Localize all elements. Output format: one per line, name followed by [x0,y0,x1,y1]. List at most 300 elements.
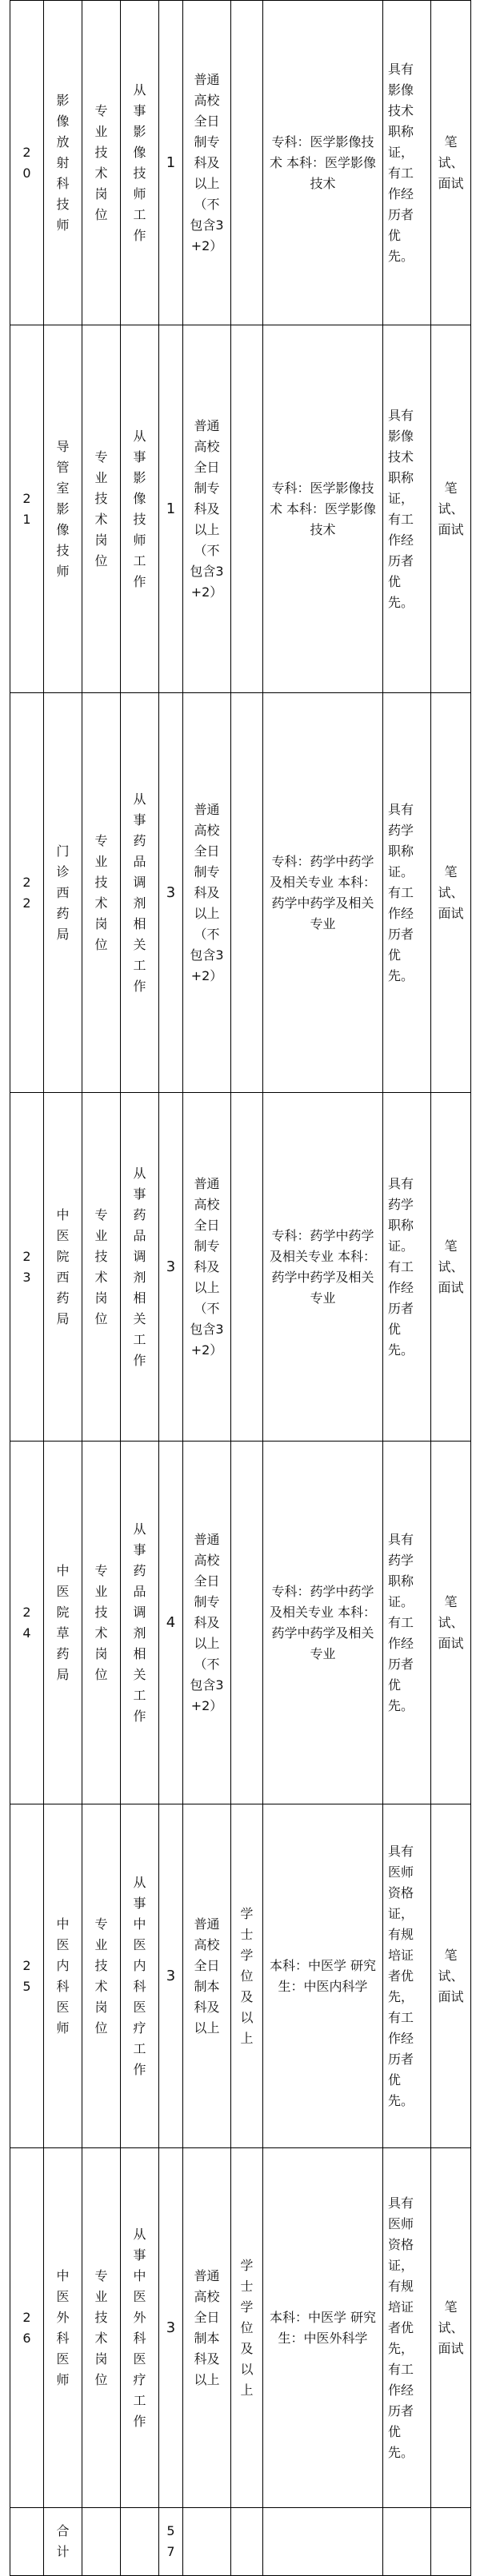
stacked-char: 业 [94,1936,108,1952]
stacked-char: 事 [133,1895,146,1911]
stacked-char: 从 [133,2226,146,2242]
stacked-char: 师 [133,532,146,548]
degree-cell [231,1,263,325]
stacked-char: 学 [240,2257,254,2273]
stacked-char: 专 [94,1206,108,1222]
work-cell [121,2148,159,2508]
stacked-char: 2 [22,2309,31,2325]
stacked-char: 位 [94,2020,108,2036]
count-cell: 3 [159,1804,183,2148]
stacked-char: 医 [56,2351,70,2367]
stacked-text [44,1561,82,1685]
count-cell: 1 [159,1,183,325]
exam-cell: 笔试、面试 [431,693,471,1093]
stacked-text [44,1205,82,1330]
stacked-char: 工 [133,957,146,973]
stacked-char: 调 [133,1248,146,1264]
stacked-char: 业 [94,469,108,485]
stacked-char: 西 [56,884,70,900]
stacked-char: 院 [56,1248,70,1264]
stacked-char: 中 [56,2267,70,2283]
total-empty-cell [82,2508,121,2576]
stacked-char: 及 [240,1988,254,2004]
stacked-char: 技 [94,144,108,160]
stacked-char: 药 [56,905,70,921]
stacked-char: 2 [22,1248,31,1264]
stacked-char: 事 [133,102,146,118]
work-cell [121,693,159,1093]
stacked-char: 4 [22,1625,31,1641]
stacked-char: 岗 [94,185,108,201]
major-cell: 专科：药学中药学及相关专业 本科：药学中药学及相关专业 [263,693,383,1093]
stacked-char: 从 [133,82,146,98]
total-label-cell [44,2508,82,2576]
work-cell [121,1804,159,2148]
other-cell: 具有药学职称证。有工作经历者优先。 [383,1093,431,1442]
education-cell: 普通高校全日制本科及以上 [183,2148,231,2508]
stacked-char: 技 [94,1957,108,1973]
stacked-char: 2 [22,144,31,160]
degree-cell [231,1093,263,1442]
stacked-char: 事 [133,2247,146,2263]
work-cell [121,1442,159,1804]
stacked-char: 剂 [133,1269,146,1285]
stacked-char: 医 [56,1936,70,1952]
education-cell: 普通高校全日制专科及以上（不包含3+2） [183,325,231,693]
stacked-char: 2 [22,490,31,506]
count-cell: 1 [159,325,183,693]
no-cell [10,1093,44,1442]
degree-cell [231,1804,263,2148]
stacked-char: 内 [56,1957,70,1973]
work-cell [121,325,159,693]
stacked-char: 内 [133,1957,146,1973]
major-cell: 专科：医学影像技术 本科：医学影像技术 [263,1,383,325]
stacked-char: 士 [240,2278,254,2294]
stacked-char: 工 [133,206,146,222]
stacked-char: 剂 [133,1625,146,1641]
stacked-char: 事 [133,1541,146,1557]
stacked-char: 从 [133,1165,146,1181]
stacked-char: 科 [133,1978,146,1994]
stacked-text [10,1602,43,1644]
stacked-char: 位 [94,936,108,952]
stacked-char: 作 [133,1352,146,1368]
stacked-char: 合 [56,2523,70,2538]
total-count-cell [159,2508,183,2576]
stacked-char: 影 [56,500,70,516]
stacked-char: 技 [94,2309,108,2325]
stacked-char: 相 [133,1645,146,1661]
stacked-char: 医 [133,2288,146,2304]
stacked-char: 位 [240,1968,254,1984]
major-cell: 专科：医学影像技术 本科：医学影像技术 [263,325,383,693]
stacked-char: 术 [94,165,108,181]
stacked-char: 技 [133,511,146,527]
exam-cell: 笔试、面试 [431,325,471,693]
stacked-char: 师 [56,217,70,233]
stacked-char: 品 [133,1583,146,1599]
stacked-char: 业 [94,1227,108,1243]
stacked-char: 业 [94,123,108,139]
education-cell: 普通高校全日制专科及以上（不包含3+2） [183,1093,231,1442]
stacked-char: 中 [56,1206,70,1222]
stacked-char: 岗 [94,1645,108,1661]
stacked-text [121,426,158,592]
recruitment-table [10,0,471,2576]
stacked-char: 学 [240,2299,254,2315]
stacked-char: 工 [133,552,146,568]
no-cell [10,693,44,1093]
stacked-char: 专 [94,832,108,848]
total-empty-cell [231,2508,263,2576]
stacked-char: 科 [56,175,70,191]
stacked-char: 中 [133,2267,146,2283]
stacked-char: 药 [56,1645,70,1661]
stacked-char: 5 [22,1978,31,1994]
no-cell [10,2148,44,2508]
stacked-char: 关 [133,936,146,952]
stacked-char: 工 [133,2040,146,2056]
stacked-char: 位 [94,552,108,568]
stacked-char: 业 [94,1583,108,1599]
stacked-char: 关 [133,1666,146,1682]
count-cell: 3 [159,2148,183,2508]
education-cell: 普通高校全日制本科及以上 [183,1804,231,2148]
stacked-char: 品 [133,853,146,869]
stacked-char: 中 [133,1916,146,1932]
stacked-char: 从 [133,791,146,807]
stacked-char: 工 [133,2392,146,2408]
other-cell: 具有医师资格证，有规培证者优先，有工作经历者优先。 [383,1804,431,2148]
stacked-char: 药 [133,1206,146,1222]
work-cell [121,1093,159,1442]
stacked-char: 放 [56,134,70,150]
no-cell [10,325,44,693]
stacked-char: 业 [94,2288,108,2304]
stacked-char: 学 [240,1947,254,1963]
stacked-char: 医 [56,1227,70,1243]
other-cell: 具有药学职称证。有工作经历者优先。 [383,693,431,1093]
stacked-char: 位 [94,1666,108,1682]
stacked-char: 作 [133,1708,146,1724]
stacked-char: 医 [56,2288,70,2304]
stacked-text [10,488,43,530]
exam-cell: 笔试、面试 [431,1093,471,1442]
stacked-char: 岗 [94,532,108,548]
stacked-char: 事 [133,811,146,827]
work-cell [121,1,159,325]
stacked-char: 管 [56,459,70,475]
stacked-char: 剂 [133,895,146,911]
degree-cell [231,693,263,1093]
stacked-char: 位 [94,206,108,222]
education-cell: 普通高校全日制专科及以上（不包含3+2） [183,1,231,325]
stacked-char: 位 [94,1310,108,1326]
stacked-char: 岗 [94,915,108,931]
other-cell: 具有药学职称证。有工作经历者优先。 [383,1442,431,1804]
stacked-char: 专 [94,2267,108,2283]
stacked-char: 像 [133,144,146,160]
stacked-char: 药 [56,1290,70,1306]
stacked-text [121,789,158,997]
stacked-text [121,80,158,246]
table-row [10,1093,471,1442]
stacked-char: 品 [133,1227,146,1243]
stacked-char: 工 [133,1687,146,1703]
stacked-char: 技 [133,165,146,181]
stacked-text [82,1914,120,2039]
stacked-char: 调 [133,874,146,890]
stacked-char: 岗 [94,1290,108,1306]
stacked-char: 位 [240,2319,254,2335]
exam-cell: 笔试、面试 [431,1804,471,2148]
major-cell: 本科：中医学 研究生：中医外科学 [263,2148,383,2508]
stacked-char: 专 [94,1562,108,1578]
stacked-char: 草 [56,1625,70,1641]
stacked-char: 技 [94,874,108,890]
stacked-char: 计 [56,2544,70,2559]
stacked-char: 作 [133,227,146,243]
stacked-char: 门 [56,843,70,859]
stacked-text [121,1163,158,1371]
total-empty-cell [183,2508,231,2576]
stacked-char: 院 [56,1604,70,1620]
stacked-char: 术 [94,1269,108,1285]
stacked-char: 科 [133,2330,146,2346]
stacked-text [44,1914,82,2039]
other-cell: 具有影像技术职称证，有工作经历者优先。 [383,1,431,325]
stacked-char: 学 [240,1905,254,1921]
stacked-text [82,1561,120,1685]
stacked-char: 调 [133,1604,146,1620]
stacked-char: 像 [133,490,146,506]
position-cell [44,1,82,325]
stacked-char: 士 [240,1926,254,1942]
table-row [10,1804,471,2148]
stacked-char: 相 [133,915,146,931]
stacked-char: 局 [56,926,70,942]
stacked-text [44,2521,82,2562]
stacked-char: 2 [22,1957,31,1973]
stacked-char: 作 [133,2413,146,2429]
table-row [10,2148,471,2508]
stacked-char: 医 [133,1936,146,1952]
total-no-cell [10,2508,44,2576]
stacked-char: 药 [133,832,146,848]
stacked-char: 术 [94,2330,108,2346]
stacked-char: 局 [56,1666,70,1682]
stacked-char: 3 [22,1269,31,1285]
stacked-char: 作 [133,2061,146,2077]
stacked-char: 影 [133,469,146,485]
stacked-char: 相 [133,1290,146,1306]
degree-cell [231,1442,263,1804]
no-cell [10,1,44,325]
stacked-char: 上 [240,2030,254,2046]
count-cell: 3 [159,693,183,1093]
stacked-text [44,841,82,945]
category-cell [82,1,121,325]
stacked-text [121,1519,158,1727]
table-row [10,1,471,325]
stacked-char: 术 [94,511,108,527]
total-empty-cell [383,2508,431,2576]
stacked-char: 5 [166,2523,175,2538]
stacked-char: 诊 [56,863,70,879]
stacked-char: 影 [133,123,146,139]
stacked-char: 及 [240,2340,254,2356]
stacked-char: 专 [94,102,108,118]
education-cell: 普通高校全日制专科及以上（不包含3+2） [183,1442,231,1804]
stacked-char: 工 [133,1331,146,1347]
education-cell: 普通高校全日制专科及以上（不包含3+2） [183,693,231,1093]
stacked-text [44,437,82,582]
stacked-text [10,142,43,184]
stacked-char: 技 [94,1248,108,1264]
stacked-char: 上 [240,2382,254,2398]
exam-cell: 笔试、面试 [431,1,471,325]
stacked-char: 外 [56,2309,70,2325]
stacked-char: 以 [240,2009,254,2025]
exam-cell: 笔试、面试 [431,1442,471,1804]
stacked-char: 师 [56,2371,70,2387]
stacked-text [10,2307,43,2349]
stacked-char: 从 [133,1521,146,1537]
stacked-text [10,1956,43,1997]
category-cell [82,1804,121,2148]
other-cell: 具有影像技术职称证，有工作经历者优先。 [383,325,431,693]
stacked-text [159,2521,182,2562]
count-cell: 3 [159,1093,183,1442]
stacked-char: 2 [22,1604,31,1620]
table-row [10,1442,471,1804]
exam-cell: 笔试、面试 [431,2148,471,2508]
stacked-text [231,2255,262,2401]
major-cell: 专科：药学中药学及相关专业 本科：药学中药学及相关专业 [263,1093,383,1442]
stacked-char: 7 [166,2544,175,2559]
major-cell: 本科：中医学 研究生：中医内科学 [263,1804,383,2148]
position-cell [44,2148,82,2508]
stacked-text [44,2266,82,2391]
stacked-char: 导 [56,438,70,454]
position-cell [44,693,82,1093]
total-row [10,2508,471,2576]
stacked-char: 6 [22,2330,31,2346]
stacked-char: 医 [133,2351,146,2367]
stacked-char: 西 [56,1269,70,1285]
stacked-char: 专 [94,449,108,465]
stacked-text [82,447,120,572]
stacked-char: 师 [56,563,70,579]
stacked-char: 像 [56,521,70,537]
stacked-char: 术 [94,1978,108,1994]
position-cell [44,1093,82,1442]
stacked-char: 药 [133,1562,146,1578]
category-cell [82,1442,121,1804]
stacked-char: 位 [94,2371,108,2387]
stacked-char: 疗 [133,2371,146,2387]
no-cell [10,1442,44,1804]
stacked-char: 外 [133,2309,146,2325]
stacked-char: 局 [56,1310,70,1326]
stacked-char: 术 [94,895,108,911]
stacked-text [82,2266,120,2391]
category-cell [82,1093,121,1442]
stacked-text [82,101,120,225]
stacked-char: 医 [56,1999,70,2015]
stacked-char: 像 [56,113,70,129]
stacked-text [231,1904,262,2049]
stacked-char: 0 [22,165,31,181]
total-empty-cell [431,2508,471,2576]
count-cell: 4 [159,1442,183,1804]
stacked-text [82,831,120,955]
stacked-text [82,1205,120,1330]
stacked-char: 岗 [94,2351,108,2367]
degree-cell [231,2148,263,2508]
stacked-text [121,1872,158,2080]
stacked-char: 作 [133,573,146,589]
stacked-char: 技 [94,1604,108,1620]
stacked-char: 疗 [133,2020,146,2036]
stacked-char: 师 [133,185,146,201]
stacked-text [10,1246,43,1288]
stacked-char: 技 [56,196,70,212]
stacked-char: 2 [22,895,31,911]
stacked-char: 业 [94,853,108,869]
table-row [10,325,471,693]
stacked-text [121,2224,158,2432]
table-body [10,1,471,2576]
stacked-char: 医 [56,1583,70,1599]
stacked-char: 影 [56,92,70,108]
stacked-char: 医 [133,1999,146,2015]
stacked-text [44,90,82,236]
other-cell: 具有医师资格证，有规培证者优先，有工作经历者优先。 [383,2148,431,2508]
stacked-char: 技 [94,490,108,506]
category-cell [82,693,121,1093]
stacked-char: 作 [133,978,146,994]
stacked-char: 科 [56,2330,70,2346]
stacked-char: 术 [94,1625,108,1641]
stacked-text [10,872,43,914]
total-empty-cell [121,2508,159,2576]
position-cell [44,1804,82,2148]
category-cell [82,2148,121,2508]
category-cell [82,325,121,693]
stacked-char: 1 [22,511,31,527]
stacked-char: 2 [22,874,31,890]
stacked-char: 事 [133,1186,146,1202]
stacked-char: 中 [56,1562,70,1578]
stacked-char: 射 [56,154,70,170]
table-row [10,693,471,1093]
degree-cell [231,325,263,693]
stacked-char: 科 [56,1978,70,1994]
stacked-char: 中 [56,1916,70,1932]
position-cell [44,1442,82,1804]
stacked-char: 关 [133,1310,146,1326]
stacked-char: 从 [133,1874,146,1890]
major-cell: 专科：药学中药学及相关专业 本科：药学中药学及相关专业 [263,1442,383,1804]
stacked-char: 专 [94,1916,108,1932]
stacked-char: 室 [56,480,70,496]
total-empty-cell [263,2508,383,2576]
stacked-char: 师 [56,2020,70,2036]
stacked-char: 岗 [94,1999,108,2015]
stacked-char: 从 [133,428,146,444]
